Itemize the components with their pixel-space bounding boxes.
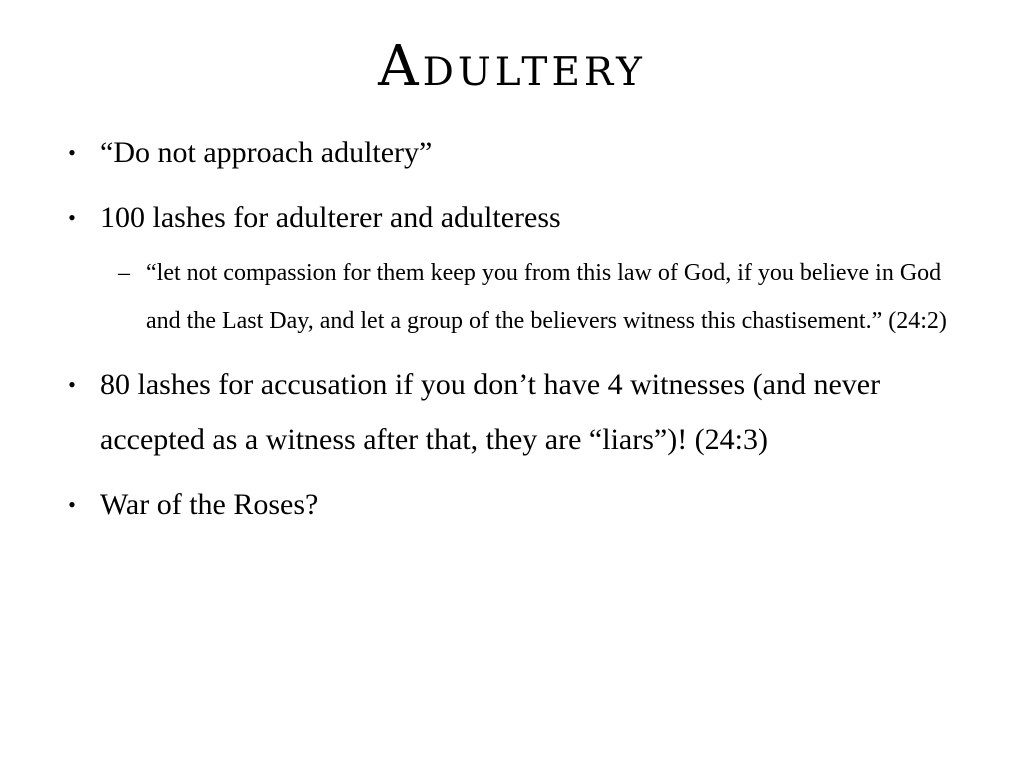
- bullet-text: “Do not approach adultery”: [100, 136, 433, 169]
- bullet-text: 100 lashes for adulterer and adulteress: [100, 201, 561, 234]
- bullet-item: [62, 190, 962, 245]
- bullet-marker: •: [68, 372, 76, 397]
- sub-bullet-text: “let not compassion for them keep you from this law of God, if you believe in God and the Last Day, and let a group of the believers witness this chastisement.” (24:2): [146, 260, 947, 334]
- bullet-marker: •: [68, 205, 76, 230]
- bullet-marker: •: [68, 492, 76, 517]
- bullet-item: [62, 477, 962, 532]
- bullet-list: [62, 125, 962, 542]
- slide-title: Adultery: [378, 34, 646, 99]
- bullet-marker: •: [68, 140, 76, 165]
- sub-bullet-marker: –: [118, 260, 130, 286]
- bullet-text: War of the Roses?: [100, 488, 319, 521]
- sub-bullet-item: [62, 249, 962, 345]
- bullet-item: [62, 125, 962, 180]
- bullet-text: 80 lashes for accusation if you don’t have 4 witnesses (and never accepted as a witness after that, they are “liars”)! (24:3): [100, 368, 881, 456]
- bullet-item: [62, 357, 962, 467]
